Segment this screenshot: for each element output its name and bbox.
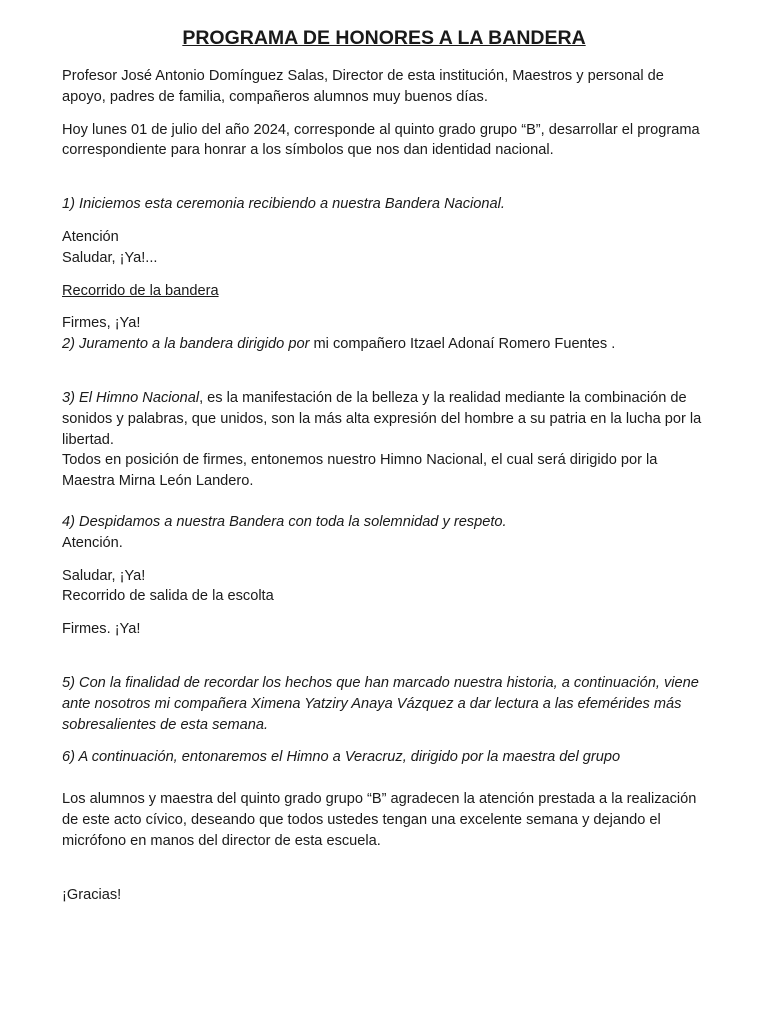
step-6-text: 6) A continuación, entonaremos el Himno a Veracruz, dirigido por la maestra del grupo [62,749,621,766]
closing-paragraph: Los alumnos y maestra del quinto grado grupo “B” agradecen la atención prestada a la realización de este acto cívico, deseando que todos ustedes tengan una excelente semana y dejando el micrófono en manos del director de esta escuela. [62,791,697,849]
step-3-rest: , es la manifestación de la belleza y la realidad mediante la combinación de sonidos y palabras, que unidos, son la más alta expresión del hombre a su patria en la lucha por la libertad. [62,389,702,448]
step-3-followup: Todos en posición de firmes, entonemos nuestro Himno Nacional, el cual será dirigido por la Maestra Mirna León Landero. [62,452,658,490]
command-atencion: Atención [62,228,119,245]
step-1-text: 1) Iniciemos esta ceremonia recibiendo a nuestra Bandera Nacional. [62,196,505,213]
command-atencion-2: Atención. [62,534,123,551]
command-saludar: Saludar, ¡Ya!... [62,249,158,266]
step-3-italic: 3) El Himno Nacional [62,389,200,406]
step-3-text [62,388,706,450]
command-firmes: Firmes, ¡Ya! [62,315,141,332]
greeting-paragraph: Profesor José Antonio Domínguez Salas, Director de esta institución, Maestros y personal de apoyo, padres de familia, compañeros alumnos muy buenos días. [62,68,664,105]
step-5-text: 5) Con la finalidad de recordar los hechos que han marcado nuestra historia, a continuación, viene ante nosotros mi compañera Ximena Yatziry Anaya Vázquez a dar lectura a las efemérides más sobresalientes de esta semana. [62,674,699,733]
document-title: PROGRAMA DE HONORES A LA BANDERA [182,27,586,49]
step-2-text [62,334,706,355]
command-saludar-2: Saludar, ¡Ya! [62,567,146,584]
flag-tour-line: Recorrido de la bandera [62,282,219,299]
thanks-line: ¡Gracias! [62,886,122,903]
step-4-text: 4) Despidamos a nuestra Bandera con toda la solemnidad y respeto. [62,513,507,530]
step-2-italic: 2) Juramento a la bandera dirigido por [62,336,310,353]
step-2-rest: mi compañero Itzael Adonaí Romero Fuentes . [309,336,616,353]
intro-paragraph: Hoy lunes 01 de julio del año 2024, corresponde al quinto grado grupo “B”, desarrollar el programa correspondiente para honrar a los símbolos que nos dan identidad nacional. [62,121,700,159]
command-firmes-2: Firmes. ¡Ya! [62,621,141,638]
exit-tour-line: Recorrido de salida de la escolta [62,588,274,605]
